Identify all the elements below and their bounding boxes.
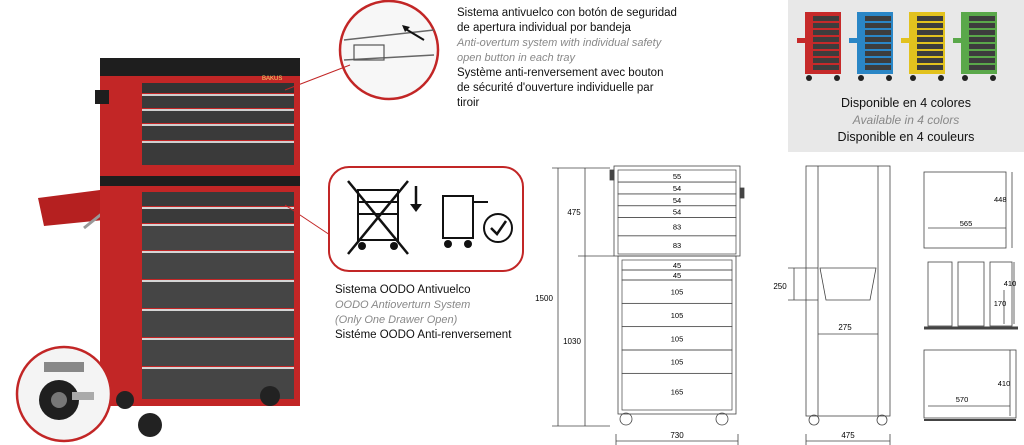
anti-tilt-text-en: Anti-overtum system with individual safety open button in each tray xyxy=(457,37,662,64)
color-variants xyxy=(795,8,1017,84)
color-variant-chest xyxy=(901,12,945,81)
dim-top-drawer-w: 565 xyxy=(959,219,973,228)
dim-mid-drawer-h2: 170 xyxy=(993,299,1007,308)
brand-label: BAKUS xyxy=(262,76,283,82)
wheel xyxy=(138,413,162,437)
leader-line xyxy=(280,60,380,100)
anti-tilt-text-es: Sistema antivuelco con botón de seguridad de apertura individual por bandeja xyxy=(457,7,677,34)
dim-side-depth: 475 xyxy=(841,431,855,440)
wheel xyxy=(116,391,134,409)
color-variant-chest xyxy=(953,12,997,81)
front-drawer-label: 54 xyxy=(672,207,682,217)
dim-bottom-drawer-w: 570 xyxy=(955,395,969,404)
front-drawer-label: 105 xyxy=(670,287,684,297)
top-drawers xyxy=(142,83,294,165)
side-dimension-drawing xyxy=(770,158,910,445)
drawer-detail-drawings xyxy=(914,166,1024,445)
front-drawer-label: 55 xyxy=(672,172,682,182)
front-drawer-label: 105 xyxy=(670,334,684,344)
front-drawer-label: 105 xyxy=(670,357,684,367)
wheel xyxy=(620,413,632,425)
front-drawer-label: 83 xyxy=(672,222,682,232)
wheel xyxy=(260,386,280,406)
anti-tilt-description xyxy=(457,6,677,111)
oodo-text-es: Sistema OODO Antivuelco xyxy=(335,284,471,296)
oodo-system-box xyxy=(328,166,524,272)
dim-bottom-drawer-h: 410 xyxy=(997,379,1011,388)
front-drawer-label: 165 xyxy=(670,387,684,397)
anti-tilt-text-fr: Système anti-renversement avec bouton de sécurité d'ouverture individuelle par tiroir xyxy=(457,67,664,109)
oodo-text-en-note: (Only One Drawer Open) xyxy=(335,314,458,326)
front-drawer-label: 54 xyxy=(672,183,682,193)
color-variant-chest xyxy=(797,12,841,81)
colors-text-es: Disponible en 4 colores xyxy=(841,96,971,110)
colors-text-en: Available in 4 colors xyxy=(852,113,960,127)
oodo-text-fr: Sistéme OODO Anti-renversement xyxy=(335,329,512,341)
front-drawer-label: 83 xyxy=(672,240,682,250)
dim-bottom-height: 1030 xyxy=(563,337,581,346)
dim-mid-drawer-h: 410 xyxy=(1003,279,1017,288)
dim-side-inner: 250 xyxy=(773,282,787,291)
oodo-text-en: OODO Antioverturn System xyxy=(335,299,471,311)
top-lid xyxy=(100,58,300,76)
dim-width: 730 xyxy=(670,431,684,440)
front-dimension-drawing xyxy=(530,158,756,445)
oodo-description xyxy=(335,283,535,343)
color-variant-chest xyxy=(849,12,893,81)
dim-top-drawer-h: 448 xyxy=(994,195,1007,204)
colors-text xyxy=(788,95,1024,146)
front-drawer-label: 54 xyxy=(672,195,682,205)
front-drawer-label: 45 xyxy=(672,261,682,270)
front-drawer-label: 105 xyxy=(670,311,684,320)
front-drawer-label: 45 xyxy=(672,271,682,280)
wheel xyxy=(716,413,728,425)
caster-detail-circle xyxy=(14,344,114,444)
dim-top-height: 475 xyxy=(567,208,581,217)
colors-text-fr: Disponible en 4 couleurs xyxy=(837,130,975,144)
dim-total-height: 1500 xyxy=(535,294,553,303)
dim-side-depth-inner: 275 xyxy=(838,323,852,332)
